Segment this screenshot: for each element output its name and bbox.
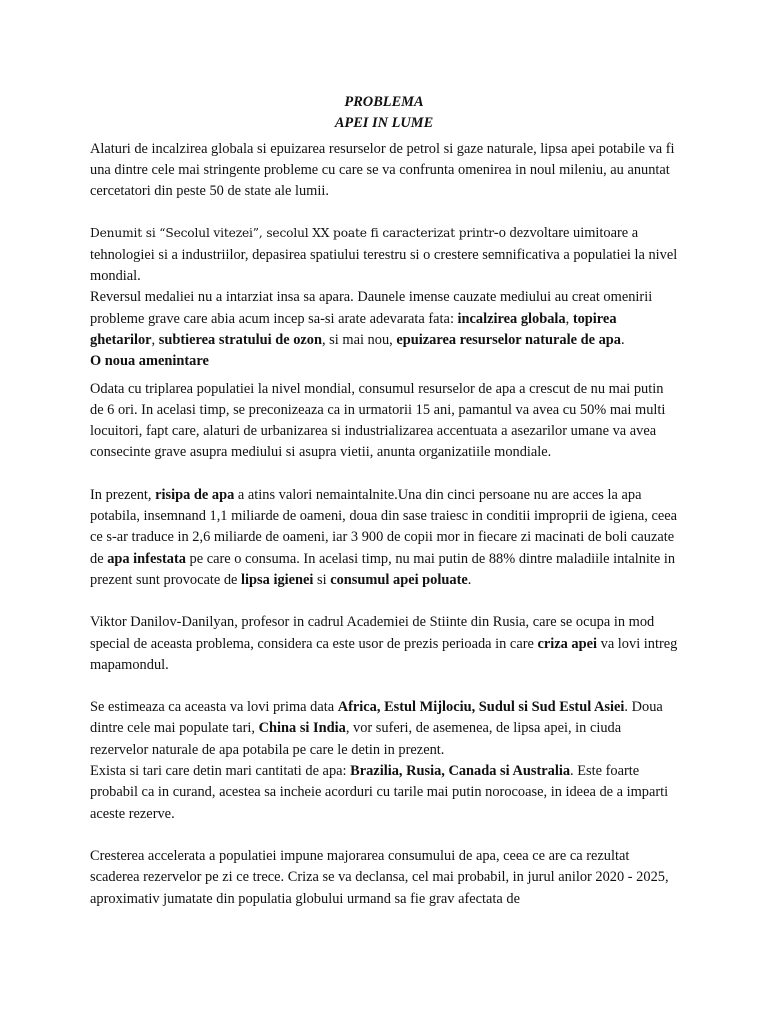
paragraph-intro: Alaturi de incalzirea globala si epuizarea resurselor de petrol si gaze naturale, lipsa apei potabile va fi una dintre cele mai stringente probleme cu care se va confrunta omenirea in noul mileniu, au anuntat cercetatori din peste 50 de state ale lumii. <box>90 140 675 200</box>
paragraph-regiuni-afectate <box>90 697 678 761</box>
bold-run: risipa de apa <box>155 486 235 503</box>
text-run: Exista si tari care detin mari cantitati de apa: <box>90 763 351 780</box>
paragraph-reversul-medaliei <box>90 287 678 351</box>
text-run: , vor suferi, de asemenea, de lipsa apei, in ciuda rezervelor naturale de apa potabila pe care le detin in prezent. <box>90 720 622 758</box>
title-line-2: APEI IN LUME <box>334 115 434 132</box>
text-run: In prezent, <box>90 486 156 503</box>
bold-run: criza apei <box>537 635 598 652</box>
text-run: Reversul medaliei nu a intarziat insa sa apara. Daunele imense cauzate mediului au creat omenirii probleme grave care abia acum incep sa-si arate adevarata fata: <box>90 289 653 327</box>
text-run: si <box>313 571 331 588</box>
alt-font-run: Denumit si “Secolul vitezei”, secolul XX poate fi caracterizat printr <box>90 226 494 241</box>
text-run: . Doua dintre cele mai populate tari, <box>90 699 663 737</box>
paragraph-risipa-de-apa <box>90 485 678 591</box>
text-run: pe care o consuma. In acelasi timp, nu mai putin de 88% dintre maladiile intalnite in prezent sunt provocate de <box>90 550 676 588</box>
bold-run: consumul apei poluate <box>330 571 468 588</box>
bold-run: Brazilia, Rusia, Canada si Australia <box>350 763 571 780</box>
bold-run: Africa, Estul Mijlociu, Sudul si Sud Estul Asiei <box>337 699 625 716</box>
text-run: , <box>565 310 573 327</box>
text-run: , si mai nou, <box>321 331 397 348</box>
bold-run: topirea ghetarilor <box>90 310 617 348</box>
text-run: Se estimeaza ca aceasta va lovi prima data <box>90 699 338 716</box>
text-run: , <box>151 331 159 348</box>
paragraph-danilov-danilyan <box>90 612 678 676</box>
text-run: va lovi intreg mapamondul. <box>90 635 678 673</box>
paragraph-tari-bogate-in-apa <box>90 761 678 825</box>
text-run: Viktor Danilov-Danilyan, profesor in cadrul Academiei de Stiinte din Rusia, care se ocupa in mod special de aceasta problema, considera ca este usor de prezis perioada in care <box>90 614 655 652</box>
text-run: . <box>620 331 625 348</box>
paragraph-gap <box>90 202 678 223</box>
text-run: -o dezvoltare uimitoare a tehnologiei si a industriilor, depasirea spatiului terestru si o crestere semnificativa a populatiei la nivel mondial. <box>90 225 678 285</box>
paragraph-cresterea-accelerata: Cresterea accelerata a populatiei impune majorarea consumului de apa, ceea ce are ca rezultat scaderea rezervelor pe zi ce trece. Criza se va declansa, cel mai probabil, in jurul anilor 2020 - 2025, aproximativ jumatate din populatia globului urmand sa fie grav afectata de <box>90 847 669 907</box>
paragraph-gap <box>90 825 678 846</box>
bold-run: incalzirea globala <box>457 310 566 327</box>
text-run: a atins valori nemaintalnite.Una din cinci persoane nu are acces la apa potabila, insemnand 1,1 miliarde de oameni, doua din sase traiesc in conditii improprii de igiena, ceea ce s-ar traduce in 2,6 miliarde de oameni, iar 3 900 de copii mor in fiecare zi macinati de boli cauzate de <box>90 486 678 567</box>
bold-run: apa infestata <box>107 550 186 567</box>
document-title <box>90 92 678 135</box>
bold-run: China si India <box>258 720 346 737</box>
bold-run: subtierea stratului de ozon <box>158 331 322 348</box>
text-run: . Este foarte probabil ca in curand, acestea sa incheie acorduri cu tarile mai putin norocoase, in ideea de a imparti aceste rezerve. <box>90 763 669 822</box>
paragraph-secolul-vitezei <box>90 223 678 287</box>
section-subheading: O noua amenintare <box>90 353 209 370</box>
paragraph-gap <box>90 676 678 697</box>
title-line-1: PROBLEMA <box>344 94 424 110</box>
paragraph-triplarea-populatiei: Odata cu triplarea populatiei la nivel mondial, consumul resurselor de apa a crescut de nu mai putin de 6 ori. In acelasi timp, se preconizeaza ca in urmatorii 15 ani, pamantul va avea cu 50% mai multi locuitori, fapt care, alaturi de urbanizarea si industrializarea accentuata a asezarilor umane va avea consecinte grave asupra mediului si asupra vietii, anunta organizatiile mondiale. <box>90 380 666 461</box>
paragraph-gap <box>90 464 678 485</box>
bold-run: epuizarea resurselor naturale de apa <box>396 331 621 348</box>
bold-run: lipsa igienei <box>241 571 314 588</box>
text-run: . <box>467 571 472 588</box>
paragraph-gap <box>90 591 678 612</box>
